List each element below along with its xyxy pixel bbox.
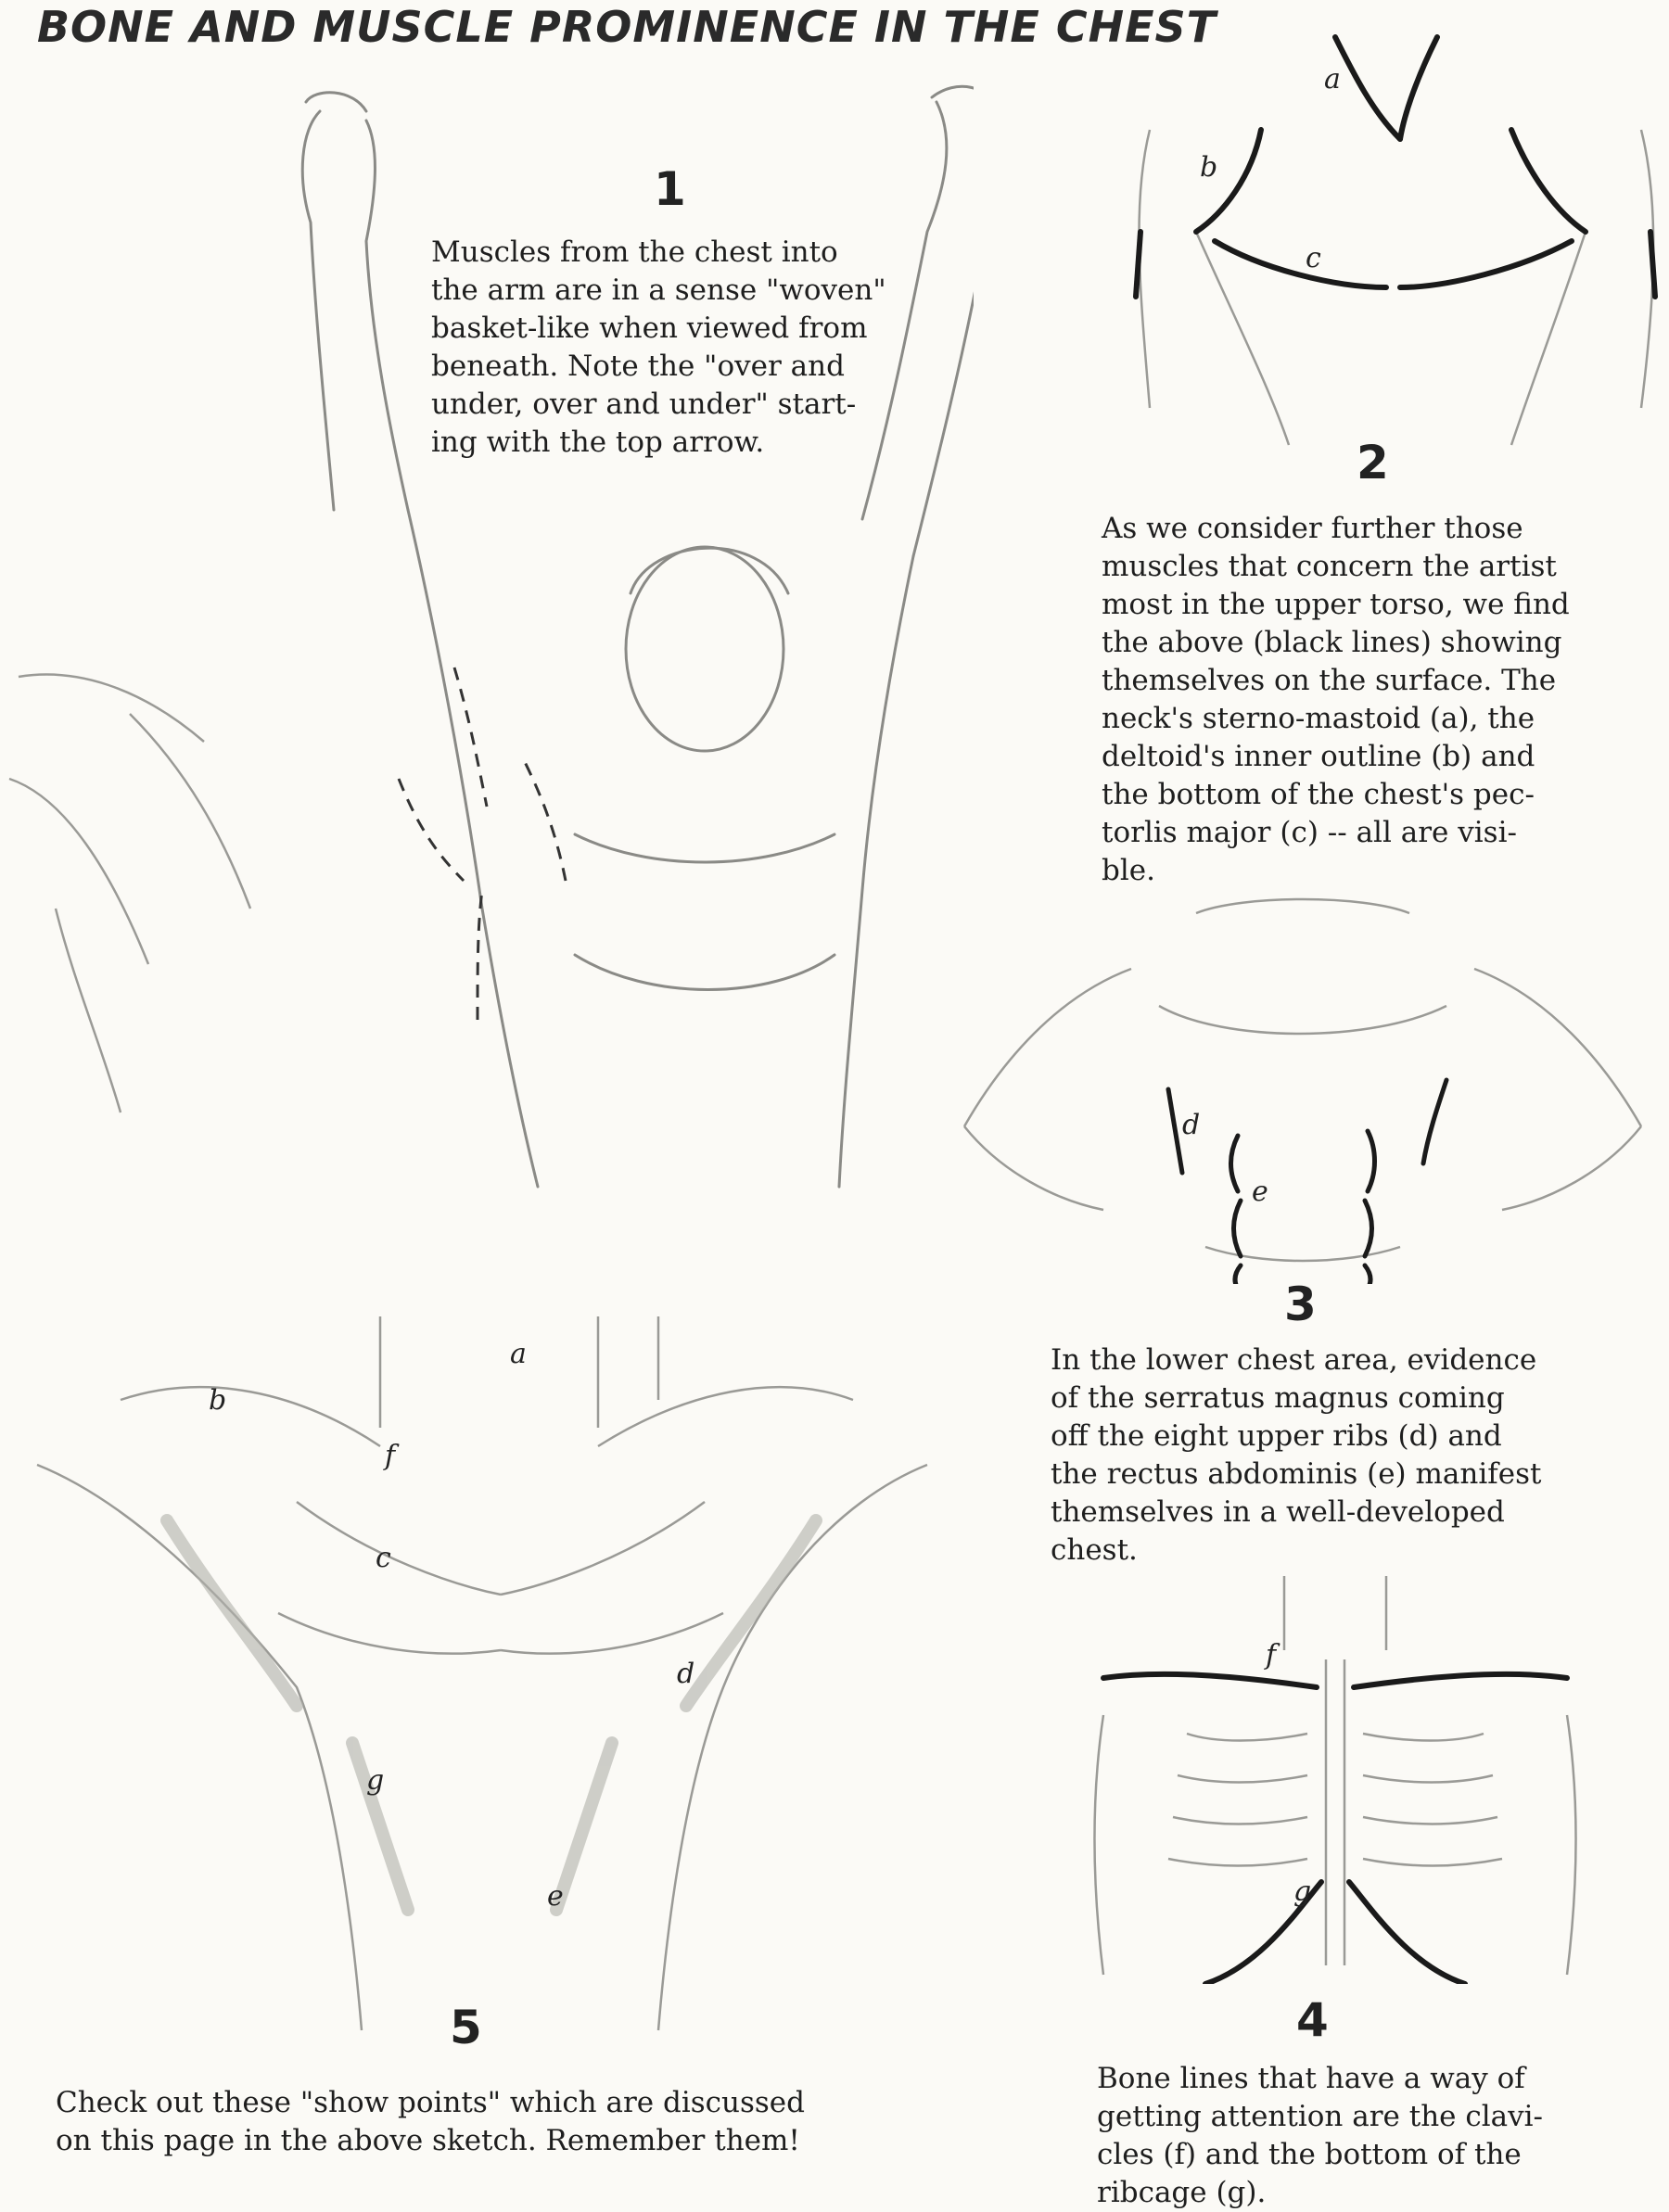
figure-1-caption [431, 234, 886, 462]
figure-2-drawing [1122, 19, 1669, 454]
caption-line: cles (f) and the bottom of the [1097, 2138, 1522, 2171]
figure-4-label: f [1266, 1639, 1277, 1672]
caption-line: most in the upper torso, we find [1102, 588, 1570, 621]
caption-line: torlis major (c) -- all are visi- [1102, 816, 1517, 849]
figure-5-label: c [376, 1542, 391, 1574]
caption-line: getting attention are the clavi- [1097, 2100, 1544, 2133]
caption-line: on this page in the above sketch. Remember them! [56, 2124, 800, 2157]
figure-5-label: a [510, 1338, 527, 1370]
figure-3-drawing [946, 895, 1660, 1284]
figure-5-sketch [19, 1316, 946, 2040]
figure-4-sketch [1076, 1576, 1595, 1984]
figure-5-drawing [19, 1316, 946, 2040]
caption-line: Muscles from the chest into [431, 235, 838, 269]
figure-1-number: 1 [654, 162, 686, 216]
figure-5-label: b [209, 1384, 227, 1417]
caption-line: Bone lines that have a way of [1097, 2062, 1525, 2095]
figure-3-sketch [946, 895, 1660, 1284]
caption-line: ble. [1102, 854, 1155, 887]
caption-line: themselves in a well-developed [1051, 1495, 1505, 1529]
figure-4-drawing [1076, 1576, 1595, 1984]
caption-line: ribcage (g). [1097, 2176, 1267, 2209]
figure-3-label: d [1182, 1109, 1201, 1141]
figure-2-label: a [1324, 63, 1341, 95]
caption-line: Check out these "show points" which are discussed [56, 2086, 805, 2119]
caption-line: basket-like when viewed from [431, 311, 868, 345]
figure-4-caption [1097, 2060, 1543, 2212]
figure-4-label: g [1293, 1875, 1312, 1908]
figure-3-caption [1051, 1341, 1541, 1570]
caption-line: the rectus abdominis (e) manifest [1051, 1457, 1542, 1491]
figure-5-number: 5 [450, 2001, 482, 2054]
caption-line: muscles that concern the artist [1102, 550, 1557, 583]
figure-2-sketch [1122, 19, 1669, 454]
caption-line: of the serratus magnus coming [1051, 1381, 1505, 1415]
caption-line: neck's sterno-mastoid (a), the [1102, 702, 1535, 735]
figure-5-label: d [677, 1658, 695, 1690]
page-title: BONE AND MUSCLE PROMINENCE IN THE CHEST [37, 2, 1217, 52]
figure-3-label: e [1252, 1176, 1268, 1208]
caption-line: In the lower chest area, evidence [1051, 1343, 1537, 1377]
caption-line: under, over and under" start- [431, 388, 857, 421]
caption-line: the bottom of the chest's pec- [1102, 778, 1535, 811]
figure-5-caption [56, 2084, 805, 2160]
caption-line: themselves on the surface. The [1102, 664, 1557, 697]
caption-line: the arm are in a sense "woven" [431, 273, 886, 307]
figure-2-label: b [1200, 151, 1218, 184]
caption-line: As we consider further those [1102, 512, 1523, 545]
caption-line: chest. [1051, 1533, 1138, 1567]
figure-2-number: 2 [1357, 436, 1389, 489]
figure-2-label: c [1306, 242, 1321, 274]
figure-5-label: g [366, 1764, 385, 1797]
figure-4-number: 4 [1296, 1993, 1329, 2047]
caption-line: the above (black lines) showing [1102, 626, 1562, 659]
caption-line: ing with the top arrow. [431, 426, 765, 459]
figure-5-label: e [547, 1880, 564, 1913]
figure-2-caption [1102, 510, 1570, 890]
caption-line: deltoid's inner outline (b) and [1102, 740, 1535, 773]
figure-5-label: f [385, 1440, 396, 1472]
caption-line: beneath. Note the "over and [431, 350, 845, 383]
caption-line: off the eight upper ribs (d) and [1051, 1419, 1502, 1453]
figure-3-number: 3 [1284, 1278, 1317, 1331]
